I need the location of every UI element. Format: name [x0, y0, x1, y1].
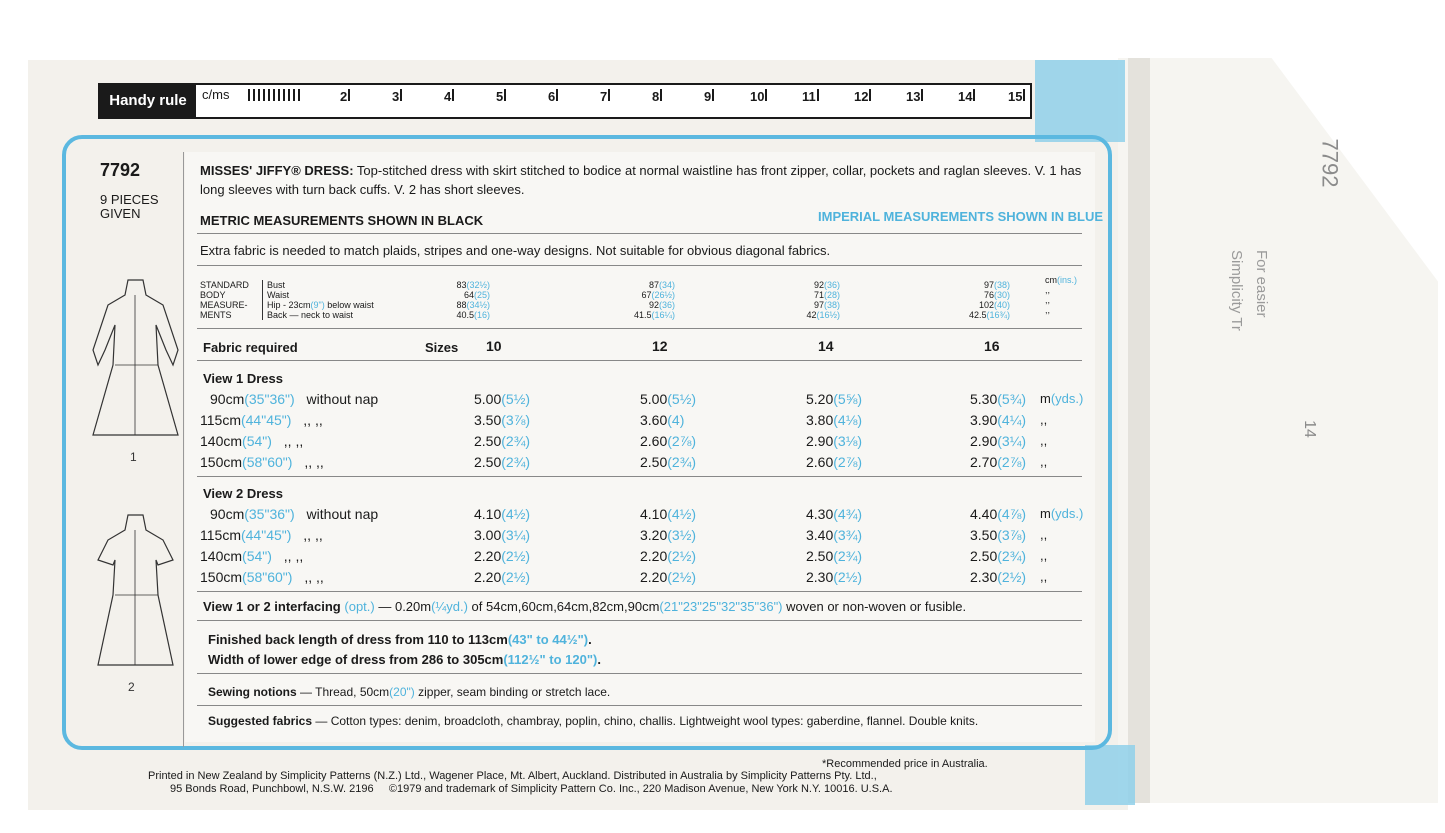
ruler-tick: 7 — [600, 89, 610, 104]
rule — [197, 360, 1082, 361]
printer-line-1: Printed in New Zealand by Simplicity Patterns (N.Z.) Ltd., Wagener Place, Mt. Albert, Auckland. Distributed in Australia by Simplicity Patterns Pty. Ltd., — [148, 770, 877, 782]
yardage-value: 2.50(2¾) — [806, 548, 863, 564]
description-line-1 — [200, 163, 1081, 178]
ruler-label: Handy rule — [100, 85, 196, 117]
yardage-unit: m(yds.) — [1040, 506, 1084, 521]
view-2-label: 2 — [128, 680, 135, 694]
yardage-value: 2.20(2½) — [640, 548, 697, 564]
fabric-width: 140cm(54") ,, ,, — [200, 433, 304, 449]
yardage-value: 2.30(2½) — [970, 569, 1027, 585]
yardage-value: 3.00(3¼) — [474, 527, 531, 543]
handy-rule — [98, 83, 1032, 119]
measurement-col-14: 92(36) 71(28) 97(38) 42(16½) — [806, 280, 840, 320]
ruler-minor-ticks — [248, 89, 300, 101]
fabric-width: 115cm(44"45") ,, ,, — [200, 412, 323, 428]
view-1-label: 1 — [130, 450, 137, 464]
yardage-value: 2.50(2¾) — [474, 433, 531, 449]
view-2-title: View 2 Dress — [203, 486, 283, 501]
extra-fabric-note: Extra fabric is needed to match plaids, stripes and one-way designs. Not suitable for obvious diagonal fabrics. — [200, 243, 831, 258]
rule — [197, 620, 1082, 621]
flap-text-1: For easier — [1253, 250, 1270, 318]
handwritten-mark: 14 — [1300, 420, 1318, 438]
lower-edge-width: Width of lower edge of dress from 286 to 305cm(112½" to 120"). — [208, 652, 601, 667]
rule — [197, 476, 1082, 477]
ruler-tick: 3 — [392, 89, 402, 104]
ruler-tick: 10 — [750, 89, 767, 104]
envelope-fold — [1128, 58, 1150, 803]
fabric-width: 150cm(58"60") ,, ,, — [200, 454, 324, 470]
yardage-value: 4.30(4¾) — [806, 506, 863, 522]
yardage-value: 2.70(2⅞) — [970, 454, 1027, 470]
yardage-value: 3.50(3⅞) — [474, 412, 531, 428]
yardage-value: 2.50(2¾) — [640, 454, 697, 470]
tape-bottom — [1085, 745, 1135, 805]
description-title: MISSES' JIFFY® DRESS: — [200, 163, 354, 178]
sizes-label: Sizes — [425, 340, 459, 355]
rule — [197, 591, 1082, 592]
handwritten-number: 7792 — [1317, 138, 1343, 188]
finished-back-length: Finished back length of dress from 110 to 113cm(43" to 44½"). — [208, 632, 592, 647]
ruler-tick: 8 — [652, 89, 662, 104]
divider-line — [183, 152, 184, 747]
ruler-unit: c/ms — [202, 87, 230, 102]
ruler-tick: 11 — [802, 89, 819, 104]
measurement-col-12: 87(34) 67(26½) 92(36) 41.5(16¼) — [633, 280, 675, 320]
rule — [197, 328, 1082, 329]
yardage-value: 2.60(2⅞) — [640, 433, 697, 449]
fabric-width: 90cm(35"36") without nap — [210, 506, 379, 522]
yardage-value: 2.50(2¾) — [474, 454, 531, 470]
ruler-tick: 4 — [444, 89, 454, 104]
flap-text-2: Simplicity Tr — [1228, 250, 1245, 331]
yardage-unit: ,, — [1040, 454, 1048, 469]
yardage-unit: m(yds.) — [1040, 391, 1084, 406]
ruler-tick: 12 — [854, 89, 871, 104]
yardage-value: 3.90(4¼) — [970, 412, 1027, 428]
yardage-value: 3.80(4⅛) — [806, 412, 863, 428]
view-1-title: View 1 Dress — [203, 371, 283, 386]
description-text: Top-stitched dress with skirt stitched to bodice at normal waistline has front zipper, collar, pockets and raglan sleeves. V. 1 has — [356, 163, 1082, 178]
yardage-unit: ,, — [1040, 433, 1048, 448]
suggested-fabrics: Suggested fabrics — Cotton types: denim, broadcloth, chambray, poplin, chino, challis. Lightweight wool types: gaberdine, flannel. Double knits. — [208, 714, 979, 728]
yardage-value: 3.50(3⅞) — [970, 527, 1027, 543]
rule — [197, 233, 1082, 234]
imperial-heading: IMPERIAL MEASUREMENTS SHOWN IN BLUE — [818, 209, 1104, 224]
label-line: BODY — [200, 290, 226, 300]
label-line: MEASURE- — [200, 300, 248, 310]
ruler-tick: 14 — [958, 89, 975, 104]
rule — [197, 705, 1082, 706]
yardage-value: 3.60(4) — [640, 412, 685, 428]
pieces-given — [100, 193, 180, 221]
yardage-value: 5.30(5¾) — [970, 391, 1027, 407]
pattern-number: 7792 — [100, 160, 141, 180]
ruler-tick: 15 — [1008, 89, 1025, 104]
measurement-name: Waist — [267, 290, 290, 300]
measurement-col-10: 83(32½) 64(25) 88(34½) 40.5(16) — [456, 280, 490, 320]
yardage-unit: ,, — [1040, 527, 1048, 542]
rule — [197, 265, 1082, 266]
rule — [197, 673, 1082, 674]
description-line-2: long sleeves with turn back cuffs. V. 2 has short sleeves. — [200, 182, 525, 197]
yardage-unit: ,, — [1040, 412, 1048, 427]
yardage-unit: ,, — [1040, 548, 1048, 563]
ruler-tick: 6 — [548, 89, 558, 104]
yardage-value: 2.50(2¾) — [970, 548, 1027, 564]
pieces-line: 9 PIECES — [100, 192, 159, 207]
fabric-width: 150cm(58"60") ,, ,, — [200, 569, 324, 585]
yardage-value: 2.90(3⅛) — [806, 433, 863, 449]
measurement-unit: cm(ins.) ,, ,, ,, — [1045, 275, 1077, 315]
label-line: STANDARD — [200, 280, 249, 290]
ruler-tick: 5 — [496, 89, 506, 104]
measurement-col-16: 97(38) 76(30) 102(40) 42.5(16¾) — [968, 280, 1010, 320]
yardage-value: 2.20(2½) — [474, 548, 531, 564]
yardage-value: 5.00(5½) — [474, 391, 531, 407]
label-line: MENTS — [200, 310, 232, 320]
body-measurements-label — [200, 280, 249, 320]
yardage-value: 3.20(3½) — [640, 527, 697, 543]
yardage-unit: ,, — [1040, 569, 1048, 584]
yardage-value: 4.10(4½) — [474, 506, 531, 522]
ruler-tick: 13 — [906, 89, 923, 104]
yardage-value: 2.90(3¼) — [970, 433, 1027, 449]
fabric-width: 90cm(35"36") without nap — [210, 391, 379, 407]
yardage-value: 3.40(3¾) — [806, 527, 863, 543]
pieces-line: GIVEN — [100, 206, 141, 221]
envelope-flap — [1118, 58, 1438, 803]
price-note: *Recommended price in Australia. — [822, 758, 988, 770]
yardage-value: 5.20(5⅝) — [806, 391, 863, 407]
fabric-required-label: Fabric required — [203, 340, 298, 355]
tape-top — [1035, 60, 1125, 142]
ruler-tick: 9 — [704, 89, 714, 104]
size-16: 16 — [984, 338, 1000, 354]
yardage-value: 5.00(5½) — [640, 391, 697, 407]
ruler-tick: 2 — [340, 89, 350, 104]
yardage-value: 2.20(2½) — [474, 569, 531, 585]
view-1-sketch — [88, 270, 183, 445]
sewing-notions: Sewing notions — Thread, 50cm(20") zipper, seam binding or stretch lace. — [208, 685, 611, 699]
interfacing-line: View 1 or 2 interfacing (opt.) — 0.20m(¼yd.) of 54cm,60cm,64cm,82cm,90cm(21"23"25"32"35"36") woven or non-woven or fusible. — [203, 599, 967, 614]
metric-heading: METRIC MEASUREMENTS SHOWN IN BLACK — [200, 213, 484, 228]
fabric-width: 115cm(44"45") ,, ,, — [200, 527, 323, 543]
measurement-name: Hip - 23cm(9") below waist — [267, 300, 374, 310]
size-10: 10 — [486, 338, 502, 354]
measurement-name: Back — neck to waist — [267, 310, 354, 320]
yardage-value: 2.60(2⅞) — [806, 454, 863, 470]
size-12: 12 — [652, 338, 668, 354]
measurement-names — [262, 280, 374, 320]
printer-line-2: 95 Bonds Road, Punchbowl, N.S.W. 2196 ©1979 and trademark of Simplicity Pattern Co. Inc., 220 Madison Avenue, New York N.Y. 10016. U.S.A. — [170, 783, 893, 795]
yardage-value: 4.10(4½) — [640, 506, 697, 522]
fabric-width: 140cm(54") ,, ,, — [200, 548, 304, 564]
yardage-value: 2.20(2½) — [640, 569, 697, 585]
yardage-value: 2.30(2½) — [806, 569, 863, 585]
yardage-value: 4.40(4⅞) — [970, 506, 1027, 522]
view-2-sketch — [88, 505, 183, 675]
measurement-name: Bust — [267, 280, 286, 290]
size-14: 14 — [818, 338, 834, 354]
